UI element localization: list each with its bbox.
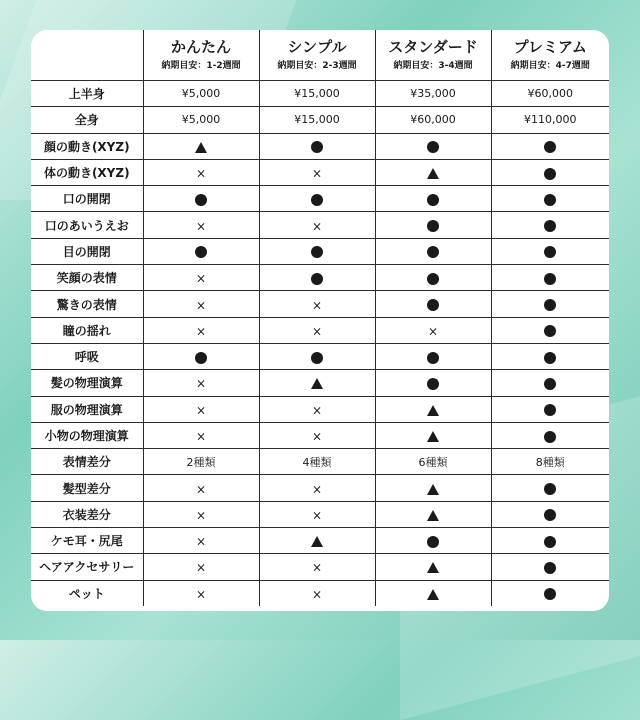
row-label: ペット bbox=[31, 580, 143, 606]
circle-mark-icon bbox=[544, 194, 556, 206]
feature-cell bbox=[491, 554, 609, 580]
feature-cell bbox=[375, 475, 491, 501]
feature-cell bbox=[143, 265, 259, 291]
cross-mark-icon: × bbox=[195, 271, 207, 286]
table-row bbox=[31, 133, 609, 159]
circle-mark-icon bbox=[544, 352, 556, 364]
feature-cell bbox=[143, 370, 259, 396]
feature-cell bbox=[259, 422, 375, 448]
cross-mark-icon: × bbox=[311, 324, 323, 339]
feature-cell bbox=[143, 133, 259, 159]
circle-mark-icon bbox=[427, 536, 439, 548]
plan-name: かんたん bbox=[170, 37, 231, 56]
feature-cell bbox=[491, 501, 609, 527]
plan-delivery: 納期目安：1-2週間 bbox=[161, 60, 241, 71]
feature-cell bbox=[143, 186, 259, 212]
feature-cell bbox=[143, 580, 259, 606]
feature-cell bbox=[375, 265, 491, 291]
circle-mark-icon bbox=[544, 141, 556, 153]
price-cell: ¥60,000 bbox=[491, 81, 609, 107]
table-row bbox=[31, 554, 609, 580]
price-cell: ¥5,000 bbox=[143, 107, 259, 133]
table-row bbox=[31, 343, 609, 369]
plan-name: スタンダード bbox=[388, 37, 478, 56]
feature-cell bbox=[375, 396, 491, 422]
row-label: 体の動き(XYZ) bbox=[31, 159, 143, 185]
pricing-table bbox=[31, 30, 609, 606]
feature-cell bbox=[143, 422, 259, 448]
row-label: 驚きの表情 bbox=[31, 291, 143, 317]
cross-mark-icon: × bbox=[311, 587, 323, 602]
plan-delivery: 納期目安：3-4週間 bbox=[393, 60, 473, 71]
feature-cell bbox=[491, 212, 609, 238]
feature-cell bbox=[259, 265, 375, 291]
cross-mark-icon: × bbox=[311, 482, 323, 497]
circle-mark-icon bbox=[544, 246, 556, 258]
row-label: 瞳の揺れ bbox=[31, 317, 143, 343]
table-row bbox=[31, 238, 609, 264]
feature-cell bbox=[259, 186, 375, 212]
table-row bbox=[31, 212, 609, 238]
circle-mark-icon bbox=[544, 536, 556, 548]
circle-mark-icon bbox=[544, 509, 556, 521]
feature-cell bbox=[375, 212, 491, 238]
circle-mark-icon bbox=[195, 194, 207, 206]
plan-header bbox=[259, 30, 375, 81]
circle-mark-icon bbox=[427, 352, 439, 364]
circle-mark-icon bbox=[427, 246, 439, 258]
feature-cell bbox=[143, 159, 259, 185]
feature-cell bbox=[259, 528, 375, 554]
feature-cell bbox=[375, 317, 491, 343]
table-row bbox=[31, 291, 609, 317]
feature-cell bbox=[259, 133, 375, 159]
cross-mark-icon: × bbox=[311, 298, 323, 313]
price-cell: ¥110,000 bbox=[491, 107, 609, 133]
feature-cell bbox=[491, 422, 609, 448]
table-row bbox=[31, 186, 609, 212]
row-label: 表情差分 bbox=[31, 449, 143, 475]
circle-mark-icon bbox=[544, 273, 556, 285]
triangle-mark-icon bbox=[427, 510, 439, 521]
feature-cell bbox=[491, 159, 609, 185]
feature-cell bbox=[375, 501, 491, 527]
feature-cell bbox=[375, 238, 491, 264]
circle-mark-icon bbox=[311, 194, 323, 206]
table-row bbox=[31, 396, 609, 422]
circle-mark-icon bbox=[544, 220, 556, 232]
table-row bbox=[31, 159, 609, 185]
feature-cell bbox=[491, 475, 609, 501]
cross-mark-icon: × bbox=[311, 219, 323, 234]
row-label: 上半身 bbox=[31, 81, 143, 107]
feature-cell bbox=[259, 501, 375, 527]
table-row bbox=[31, 449, 609, 475]
cross-mark-icon: × bbox=[195, 482, 207, 497]
cross-mark-icon: × bbox=[195, 587, 207, 602]
feature-cell bbox=[375, 133, 491, 159]
feature-cell bbox=[491, 265, 609, 291]
cross-mark-icon: × bbox=[311, 560, 323, 575]
cross-mark-icon: × bbox=[195, 298, 207, 313]
feature-cell bbox=[143, 475, 259, 501]
triangle-mark-icon bbox=[427, 589, 439, 600]
feature-cell bbox=[375, 554, 491, 580]
row-label: 口の開閉 bbox=[31, 186, 143, 212]
table-row bbox=[31, 580, 609, 606]
cross-mark-icon: × bbox=[311, 166, 323, 181]
circle-mark-icon bbox=[427, 141, 439, 153]
feature-cell bbox=[143, 291, 259, 317]
circle-mark-icon bbox=[544, 299, 556, 311]
cross-mark-icon: × bbox=[195, 403, 207, 418]
variant-count-cell: 8種類 bbox=[491, 449, 609, 475]
feature-cell bbox=[259, 343, 375, 369]
circle-mark-icon bbox=[427, 220, 439, 232]
row-label: 口のあいうえお bbox=[31, 212, 143, 238]
table-row bbox=[31, 81, 609, 107]
cross-mark-icon: × bbox=[195, 324, 207, 339]
plan-delivery: 納期目安：2-3週間 bbox=[277, 60, 357, 71]
variant-count-cell: 4種類 bbox=[259, 449, 375, 475]
feature-cell bbox=[259, 212, 375, 238]
table-body bbox=[31, 81, 609, 606]
row-label: 衣装差分 bbox=[31, 501, 143, 527]
feature-cell bbox=[491, 317, 609, 343]
feature-cell bbox=[375, 291, 491, 317]
triangle-mark-icon bbox=[427, 168, 439, 179]
table-row bbox=[31, 475, 609, 501]
table-row bbox=[31, 528, 609, 554]
row-label: ヘアアクセサリー bbox=[31, 554, 143, 580]
feature-cell bbox=[143, 238, 259, 264]
feature-cell bbox=[491, 396, 609, 422]
cross-mark-icon: × bbox=[195, 166, 207, 181]
table-row bbox=[31, 265, 609, 291]
circle-mark-icon bbox=[544, 378, 556, 390]
header-corner bbox=[31, 30, 143, 81]
feature-cell bbox=[143, 317, 259, 343]
row-label: 服の物理演算 bbox=[31, 396, 143, 422]
feature-cell bbox=[375, 528, 491, 554]
feature-cell bbox=[375, 370, 491, 396]
variant-count-cell: 6種類 bbox=[375, 449, 491, 475]
row-label: 顔の動き(XYZ) bbox=[31, 133, 143, 159]
row-label: 笑顔の表情 bbox=[31, 265, 143, 291]
plan-header bbox=[375, 30, 491, 81]
feature-cell bbox=[143, 528, 259, 554]
triangle-mark-icon bbox=[427, 484, 439, 495]
table-row bbox=[31, 501, 609, 527]
circle-mark-icon bbox=[195, 246, 207, 258]
feature-cell bbox=[375, 422, 491, 448]
cross-mark-icon: × bbox=[195, 560, 207, 575]
circle-mark-icon bbox=[427, 378, 439, 390]
table-row bbox=[31, 317, 609, 343]
price-cell: ¥5,000 bbox=[143, 81, 259, 107]
feature-cell bbox=[259, 370, 375, 396]
table-row bbox=[31, 107, 609, 133]
cross-mark-icon: × bbox=[311, 403, 323, 418]
circle-mark-icon bbox=[544, 562, 556, 574]
header-row bbox=[31, 30, 609, 81]
row-label: 髪型差分 bbox=[31, 475, 143, 501]
feature-cell bbox=[491, 291, 609, 317]
feature-cell bbox=[259, 317, 375, 343]
triangle-mark-icon bbox=[427, 431, 439, 442]
feature-cell bbox=[259, 580, 375, 606]
feature-cell bbox=[259, 159, 375, 185]
circle-mark-icon bbox=[311, 352, 323, 364]
feature-cell bbox=[491, 343, 609, 369]
circle-mark-icon bbox=[544, 325, 556, 337]
circle-mark-icon bbox=[427, 194, 439, 206]
feature-cell bbox=[491, 238, 609, 264]
feature-cell bbox=[491, 186, 609, 212]
circle-mark-icon bbox=[195, 352, 207, 364]
table-row bbox=[31, 422, 609, 448]
feature-cell bbox=[491, 528, 609, 554]
triangle-mark-icon bbox=[311, 378, 323, 389]
row-label: 呼吸 bbox=[31, 343, 143, 369]
cross-mark-icon: × bbox=[195, 534, 207, 549]
circle-mark-icon bbox=[544, 168, 556, 180]
row-label: 全身 bbox=[31, 107, 143, 133]
feature-cell bbox=[259, 396, 375, 422]
price-cell: ¥35,000 bbox=[375, 81, 491, 107]
feature-cell bbox=[259, 238, 375, 264]
feature-cell bbox=[491, 133, 609, 159]
plan-header bbox=[491, 30, 609, 81]
feature-cell bbox=[491, 580, 609, 606]
feature-cell bbox=[375, 580, 491, 606]
row-label: 目の開閉 bbox=[31, 238, 143, 264]
plan-delivery: 納期目安：4-7週間 bbox=[510, 60, 590, 71]
circle-mark-icon bbox=[427, 299, 439, 311]
feature-cell bbox=[143, 396, 259, 422]
circle-mark-icon bbox=[544, 483, 556, 495]
feature-cell bbox=[259, 291, 375, 317]
circle-mark-icon bbox=[311, 273, 323, 285]
circle-mark-icon bbox=[427, 273, 439, 285]
cross-mark-icon: × bbox=[195, 219, 207, 234]
feature-cell bbox=[143, 501, 259, 527]
cross-mark-icon: × bbox=[195, 508, 207, 523]
circle-mark-icon bbox=[311, 141, 323, 153]
row-label: 小物の物理演算 bbox=[31, 422, 143, 448]
price-cell: ¥15,000 bbox=[259, 107, 375, 133]
plan-name: プレミアム bbox=[513, 37, 587, 56]
pricing-table-card bbox=[31, 30, 609, 611]
circle-mark-icon bbox=[544, 431, 556, 443]
cross-mark-icon: × bbox=[427, 324, 439, 339]
feature-cell bbox=[143, 212, 259, 238]
price-cell: ¥15,000 bbox=[259, 81, 375, 107]
feature-cell bbox=[375, 186, 491, 212]
triangle-mark-icon bbox=[427, 405, 439, 416]
plan-name: シンプル bbox=[287, 37, 347, 56]
circle-mark-icon bbox=[311, 246, 323, 258]
triangle-mark-icon bbox=[427, 562, 439, 573]
circle-mark-icon bbox=[544, 588, 556, 600]
row-label: ケモ耳・尻尾 bbox=[31, 528, 143, 554]
triangle-mark-icon bbox=[195, 142, 207, 153]
feature-cell bbox=[143, 343, 259, 369]
feature-cell bbox=[259, 554, 375, 580]
feature-cell bbox=[491, 370, 609, 396]
cross-mark-icon: × bbox=[311, 429, 323, 444]
price-cell: ¥60,000 bbox=[375, 107, 491, 133]
circle-mark-icon bbox=[544, 404, 556, 416]
feature-cell bbox=[375, 159, 491, 185]
feature-cell bbox=[375, 343, 491, 369]
plan-header bbox=[143, 30, 259, 81]
cross-mark-icon: × bbox=[311, 508, 323, 523]
triangle-mark-icon bbox=[311, 536, 323, 547]
row-label: 髪の物理演算 bbox=[31, 370, 143, 396]
feature-cell bbox=[259, 475, 375, 501]
cross-mark-icon: × bbox=[195, 429, 207, 444]
cross-mark-icon: × bbox=[195, 376, 207, 391]
table-row bbox=[31, 370, 609, 396]
feature-cell bbox=[143, 554, 259, 580]
variant-count-cell: 2種類 bbox=[143, 449, 259, 475]
